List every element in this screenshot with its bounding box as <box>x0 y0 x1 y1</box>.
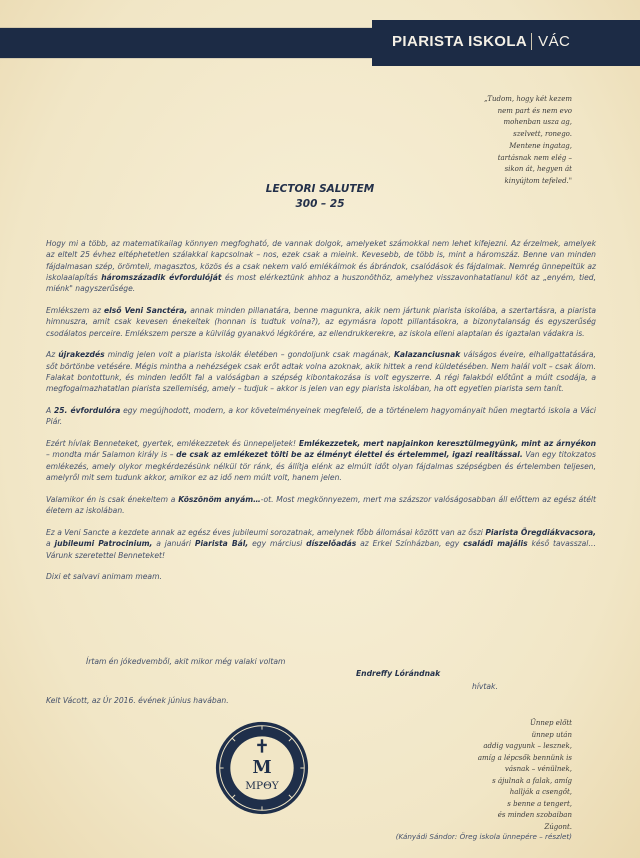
emphasis: családi majális <box>463 539 528 549</box>
paragraph: Hogy mi a több, az matematikailag könnyen megfogható, de vannak dolgok, amelyeket számokkal nem lehet kifejezni. Az érzelmek, amelyek az eltelt 25 évhez eltéphetetlen szálakkal kapcsolnak – nos, ezek csak a mieink. Kevesebb, de több is, mint a háromszáz. Benne van minden fájdalmasan szép, örömteli, magasztos, közös és a csak nekem való emlékálmok és ábrándok, csalódások és fájdalmak. Nemrég ünnepeltük az iskolaalapítás háromszázadik évfordulóját és most elérkeztünk ahhoz a huszonöthöz, amelyhez visszavonhatatlanul köt az „enyém, tied, miénk" nagyszerűsége. <box>46 239 596 294</box>
emphasis: jubileumi Patrocinium, <box>54 539 153 549</box>
poem-line: s benne a tengert, <box>507 799 572 808</box>
title-main: LECTORI SALUTEM <box>265 183 375 195</box>
school-seal-emblem <box>214 720 310 816</box>
emphasis: háromszázadik évfordulóját <box>101 272 222 282</box>
paragraph: Ez a Veni Sancte a kezdete annak az egész éves jubileumi sorozatnak, amelynek főbb állomásai között van az őszi Piarista Öregdiákvacsora, a jubileumi Patrocinium, a januári Piarista Bál, egy márciusi díszelőadás az Erkel Színházban, egy családi majális késő tavasszal… Várunk szeretettel Benneteket! <box>46 527 596 560</box>
header-stripe <box>0 20 372 66</box>
svg-text:M: M <box>252 757 272 778</box>
poem-line: s ájulnak a falak, amíg <box>492 776 572 785</box>
poem-line: Zúgont. <box>544 822 572 831</box>
paragraph: Valamikor én is csak énekeltem a Köszönöm anyám…-ot. Most megkönnyezem, mert ma százszor valóságosabban áll előttem az egész átélt életem az iskolában. <box>46 494 596 516</box>
poem-line: mohenban usza ag, <box>503 118 572 127</box>
poem-line: ünnep után <box>531 730 572 739</box>
emphasis: Piarista Öregdiákvacsora, <box>485 527 596 537</box>
poem-line: sikon át, hegyen át <box>504 165 572 174</box>
poem-line: hallják a csengőt, <box>509 788 572 796</box>
brand-name: PIARISTA ISKOLA <box>392 33 528 50</box>
dated-line: Kelt Vácott, az Úr 2016. évének június havában. <box>46 696 229 705</box>
emphasis: Emlékezzetek, mert napjainkon keresztülmegyünk, mint az árnyékon <box>298 439 596 449</box>
emphasis: újrakezdés <box>58 350 105 360</box>
paragraph: Az újrakezdés mindig jelen volt a piarista iskolák életében – gondoljunk csak magának, Kalazanciusnak válságos éveire, elhallgattatására, sőt börtönbe vetésére. Mégis mintha a nehézségek csak erőt adtak volna azoknak, akik hittek a rend küldetésében. Nem halál volt – csak álom. Falakat bontottunk, és minden ledőlt fal a valóságban a szépség kibontakozása is volt egyszerre. A régi falakból előtűnt a múlt csodája, a megfogalmazhatatlan piarista szellemiség, amely – tudjuk – akkor is jelen van egy piarista iskolában, ha ott egyetlen piarista sem tanít. <box>46 350 596 394</box>
poem-line: és minden szobaiban <box>497 811 572 819</box>
brand-city: VÁC <box>531 33 570 50</box>
poem-line: szelvett, ronego. <box>513 130 572 139</box>
brand-logo <box>392 33 570 50</box>
poem-line: amíg a lépcsők bennünk is <box>477 753 572 762</box>
poem-line: Ünnep előtt <box>530 719 572 727</box>
bottom-poem-quote <box>402 718 572 833</box>
poem-line: vásnak – vénülnek, <box>504 765 572 773</box>
emphasis: Piarista Bál, <box>194 539 249 549</box>
emphasis: díszelőadás <box>306 539 357 549</box>
poem-line: kinyújtom tefeled." <box>504 176 572 185</box>
page-title <box>0 182 640 212</box>
paragraph: Emlékszem az első Veni Sanctéra, annak minden pillanatára, benne magunkra, akik nem jártunk piarista iskolába, a szertartásra, a piarista himnuszra, amit csak kevesen énekeltek (honnan is tudtuk volna?), az egymásra lopott pillantásokra, a bizonytalanság és egyszerűség csodálatos perceire. Emlékszem persze a külvilág gyanakvó légkörére, az ellendrukkerekre, az iskola elleni alaptalan és igaztalan vádakra is. <box>46 305 596 338</box>
poem-line: Mentene ingatag, <box>509 141 572 150</box>
seal-text: MPΘY <box>245 780 279 793</box>
emphasis: első Veni Sanctéra, <box>103 305 188 315</box>
signature-name: Endreffy Lórándnak <box>356 669 441 678</box>
signature-line: Írtam én jókedvemből, akit mikor még valaki voltam <box>86 657 286 666</box>
emphasis: Köszönöm anyám… <box>178 494 261 504</box>
poem-line: nem part és nem evo <box>497 106 572 115</box>
title-sub: 300 – 25 <box>295 198 345 210</box>
paragraph: Ezért hívlak Benneteket, gyertek, emlékezzetek és ünnepeljetek! Emlékezzetek, mert napjainkon keresztülmegyünk, mint az árnyékon – mondta már Salamon király is – de csak az emlékezet tölti be az élményt élettel és értelemmel, igazi realitással. Van egy titokzatos emlékezés, amely olykor megkérdezésünk nélkül tör ránk, és állítja elénk az elmúlt időt olyan fájdalmas szépségben és értelemben teljesen, amelyről mit sem tudunk akkor, amikor ez az idő nem múlt volt, hanem jelen. <box>46 439 596 483</box>
emphasis: 25. évfordulóra <box>53 406 121 416</box>
emphasis: de csak az emlékezet tölti be az élményt élettel és értelemmel, igazi realitással. <box>176 450 523 460</box>
poem-line: addig vagyunk – lesznek, <box>483 742 572 750</box>
poem-line: „Tudom, hogy két kezem <box>484 95 572 103</box>
signature-tail: hívtak. <box>472 682 498 691</box>
poem-citation: (Kányádi Sándor: Öreg iskola ünnepére – részlet) <box>395 832 572 841</box>
poem-line: tartásnak nem elég – <box>497 153 572 162</box>
top-poem-quote <box>432 94 572 188</box>
paragraph: A 25. évfordulóra egy megújhodott, modern, a kor követelményeinek megfelelő, de a történelem hagyományait hűen megtartó iskola a Váci Piár. <box>46 406 597 427</box>
letter-body <box>46 238 596 593</box>
emphasis: Kalazanciusnak <box>393 350 461 360</box>
paragraph: Dixi et salvavi animam meam. <box>46 572 162 582</box>
